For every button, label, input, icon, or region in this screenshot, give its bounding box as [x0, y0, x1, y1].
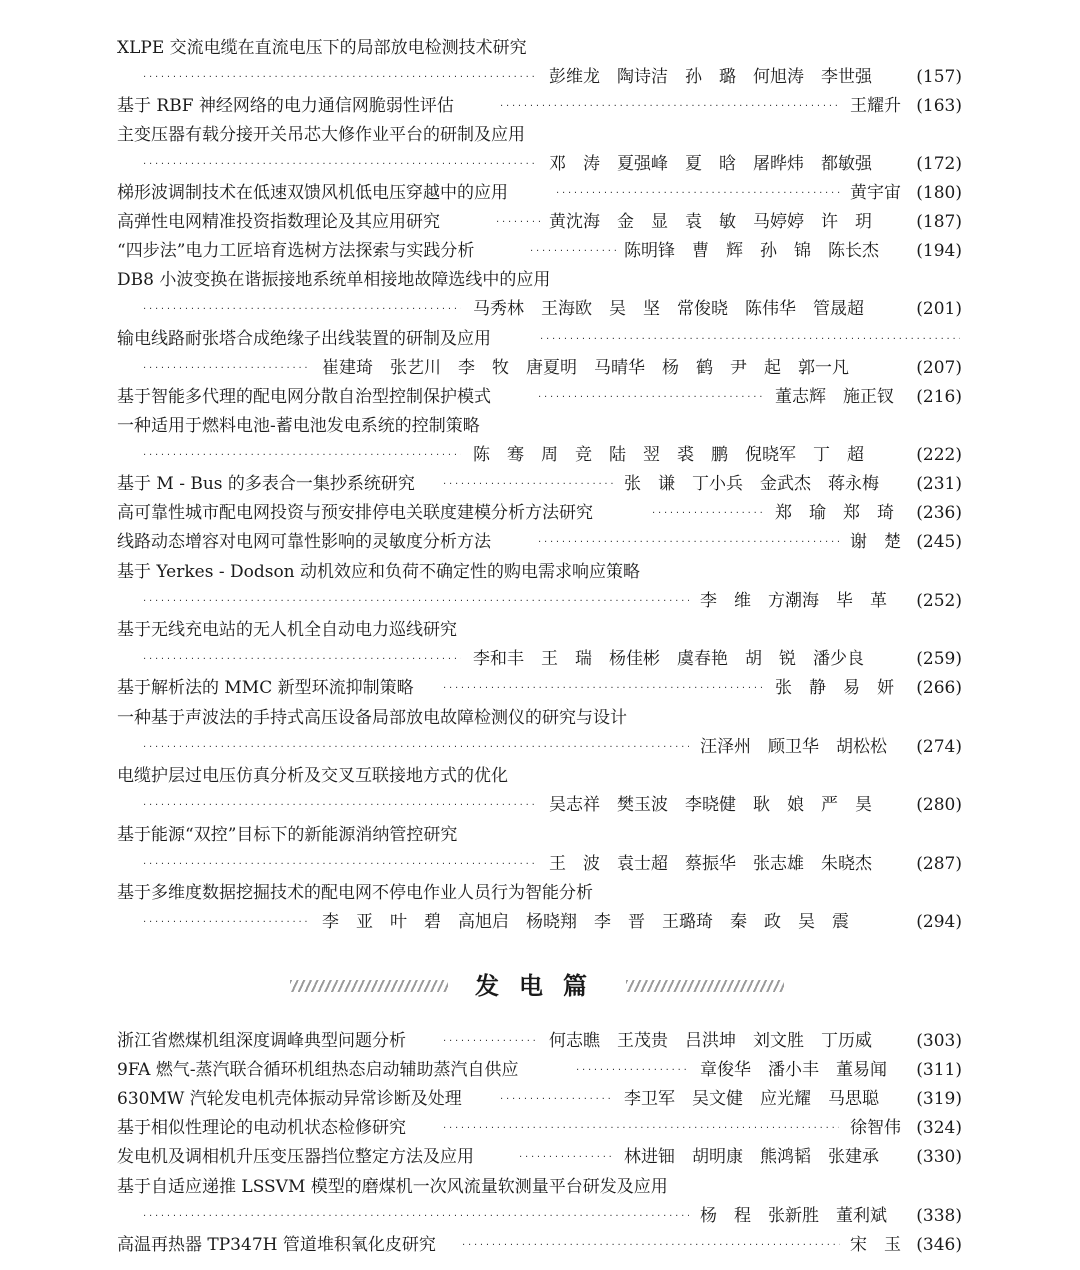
- toc-authors: 林进钿 胡明康 熊鸿韬 张建承: [624, 1147, 879, 1167]
- toc-authors: 邓 涛 夏强峰 夏 晗 屠晔炜 都敏强: [549, 154, 872, 174]
- toc-title-line[interactable]: [0, 616, 1080, 645]
- toc-title: 输电线路耐张塔合成绝缘子出线装置的研制及应用: [117, 329, 491, 349]
- toc-page-number: (346): [916, 1235, 962, 1255]
- toc-entry[interactable]: [0, 1231, 1080, 1260]
- toc-entry[interactable]: [0, 1143, 1080, 1172]
- toc-page-number: (163): [916, 96, 962, 116]
- toc-author-line[interactable]: [0, 295, 1080, 324]
- toc-entry[interactable]: [0, 528, 1080, 557]
- toc-entry[interactable]: [0, 237, 1080, 266]
- toc-title: 630MW 汽轮发电机壳体振动异常诊断及处理: [117, 1089, 462, 1109]
- toc-title: 9FA 燃气-蒸汽联合循环机组热态启动辅助蒸汽自供应: [117, 1060, 519, 1080]
- toc-author-line[interactable]: [0, 354, 1080, 383]
- leader-dots: [143, 733, 689, 762]
- toc-authors: 何志瞧 王茂贵 吕洪坤 刘文胜 丁历威: [549, 1031, 872, 1051]
- toc-title: XLPE 交流电缆在直流电压下的局部放电检测技术研究: [117, 38, 527, 58]
- toc-authors: 黄宇宙: [850, 183, 901, 203]
- toc-title: 基于能源“双控”目标下的新能源消纳管控研究: [117, 825, 458, 845]
- toc-authors: 陈 骞 周 竞 陆 翌 裘 鹏 倪晓军 丁 超: [473, 445, 864, 465]
- toc-title: 基于 Yerkes - Dodson 动机效应和负荷不确定性的购电需求响应策略: [117, 562, 641, 582]
- toc-title: 主变压器有载分接开关吊芯大修作业平台的研制及应用: [117, 125, 525, 145]
- toc-authors: 章俊华 潘小丰 董易闻: [700, 1060, 887, 1080]
- section-title: 发电篇: [475, 971, 607, 1000]
- toc-page-number: (172): [916, 154, 962, 174]
- toc-title-line[interactable]: [0, 121, 1080, 150]
- toc-author-line[interactable]: [0, 850, 1080, 879]
- toc-entry[interactable]: [0, 179, 1080, 208]
- toc-page-number: (222): [916, 445, 962, 465]
- leader-dots: [143, 295, 461, 324]
- leader-dots: [143, 150, 537, 179]
- toc-page-number: (207): [916, 358, 962, 378]
- toc-page-number: (180): [916, 183, 962, 203]
- toc-title: 基于 RBF 神经网络的电力通信网脆弱性评估: [117, 96, 454, 116]
- toc-title-line[interactable]: [0, 558, 1080, 587]
- toc-authors: 马秀林 王海欧 吴 坚 常俊晓 陈伟华 管晟超: [473, 299, 864, 319]
- toc-authors: 李 亚 叶 碧 高旭启 杨晓翔 李 晋 王璐琦 秦 政 吴 震: [322, 912, 849, 932]
- toc-entry[interactable]: [0, 1085, 1080, 1114]
- toc-title: 线路动态增容对电网可靠性影响的灵敏度分析方法: [117, 532, 491, 552]
- leader-dots: [519, 1143, 615, 1172]
- toc-author-line[interactable]: [0, 63, 1080, 92]
- toc-title: 高温再热器 TP347H 管道堆积氧化皮研究: [117, 1235, 436, 1255]
- toc-title: 基于相似性理论的电动机状态检修研究: [117, 1118, 406, 1138]
- toc-authors: 杨 程 张新胜 董利斌: [700, 1206, 887, 1226]
- leader-dots: [462, 1231, 840, 1260]
- toc-title: 发电机及调相机升压变压器挡位整定方法及应用: [117, 1147, 474, 1167]
- toc-title: “四步法”电力工匠培育选树方法探索与实践分析: [117, 241, 475, 261]
- toc-page-number: (287): [916, 854, 962, 874]
- toc-page-number: (216): [916, 387, 962, 407]
- toc-authors: 彭维龙 陶诗洁 孙 璐 何旭涛 李世强: [549, 67, 872, 87]
- toc-authors: 董志辉 施正钗: [775, 387, 894, 407]
- toc-page-number: (236): [916, 503, 962, 523]
- toc-entry[interactable]: [0, 674, 1080, 703]
- toc-authors: 郑 瑜 郑 琦: [775, 503, 894, 523]
- toc-page-number: (252): [916, 591, 962, 611]
- toc-title-line[interactable]: [0, 412, 1080, 441]
- toc-title: 浙江省燃煤机组深度调峰典型问题分析: [117, 1031, 406, 1051]
- toc-authors: 谢 楚: [850, 532, 901, 552]
- toc-authors: 徐智伟: [850, 1118, 901, 1138]
- leader-dots: [443, 674, 765, 703]
- toc-title: 基于解析法的 MMC 新型环流抑制策略: [117, 678, 414, 698]
- toc-authors: 李和丰 王 瑞 杨佳彬 虞春艳 胡 锐 潘少良: [473, 649, 864, 669]
- toc-title: 基于自适应递推 LSSVM 模型的磨煤机一次风流量软测量平台研发及应用: [117, 1177, 668, 1197]
- toc-authors: 崔建琦 张艺川 李 牧 唐夏明 马晴华 杨 鹤 尹 起 郭一凡: [322, 358, 849, 378]
- leader-dots: [143, 354, 311, 383]
- toc-entry[interactable]: [0, 499, 1080, 528]
- toc-page-number: (187): [916, 212, 962, 232]
- toc-title: 一种基于声波法的手持式高压设备局部放电故障检测仪的研究与设计: [117, 708, 627, 728]
- leader-dots: [556, 179, 840, 208]
- toc-author-line[interactable]: [0, 441, 1080, 470]
- toc-title: 梯形波调制技术在低速双馈风机低电压穿越中的应用: [117, 183, 508, 203]
- leader-dots: [143, 850, 537, 879]
- toc-title: 电缆护层过电压仿真分析及交叉互联接地方式的优化: [117, 766, 508, 786]
- leader-dots: [540, 325, 960, 354]
- leader-dots: [500, 92, 840, 121]
- toc-entry[interactable]: [0, 92, 1080, 121]
- toc-author-line[interactable]: [0, 587, 1080, 616]
- toc-title: 高可靠性城市配电网投资与预安排停电关联度建模分析方法研究: [117, 503, 593, 523]
- toc-page-number: (330): [916, 1147, 962, 1167]
- toc-author-line[interactable]: [0, 150, 1080, 179]
- toc-title-line[interactable]: [0, 34, 1080, 63]
- toc-page-number: (231): [916, 474, 962, 494]
- leader-dots: [500, 1085, 614, 1114]
- leader-dots: [443, 1114, 839, 1143]
- toc-page-number: (294): [916, 912, 962, 932]
- toc-page-number: (338): [916, 1206, 962, 1226]
- toc-title-line[interactable]: [0, 1173, 1080, 1202]
- leader-dots: [143, 587, 689, 616]
- toc-authors: 李 维 方潮海 毕 革: [700, 591, 887, 611]
- leader-dots: [443, 1027, 539, 1056]
- toc-entry[interactable]: [0, 470, 1080, 499]
- toc-page-number: (157): [916, 67, 962, 87]
- toc-title-line[interactable]: [0, 879, 1080, 908]
- toc-title-line[interactable]: [0, 266, 1080, 295]
- toc-authors: 吴志祥 樊玉波 李晓健 耿 娘 严 昊: [549, 795, 872, 815]
- toc-author-line[interactable]: [0, 645, 1080, 674]
- toc-title-line[interactable]: [0, 762, 1080, 791]
- toc-entry[interactable]: [0, 1114, 1080, 1143]
- toc-title-line[interactable]: [0, 325, 1080, 354]
- section-header: [0, 966, 1080, 1006]
- toc-authors: 王耀升: [850, 96, 901, 116]
- toc-entry[interactable]: [0, 208, 1080, 237]
- toc-page-number: (319): [916, 1089, 962, 1109]
- leader-dots: [143, 645, 461, 674]
- toc-title: 高弹性电网精准投资指数理论及其应用研究: [117, 212, 440, 232]
- toc-title: 一种适用于燃料电池-蓄电池发电系统的控制策略: [117, 416, 480, 436]
- toc-entry[interactable]: [0, 1056, 1080, 1085]
- toc-entry[interactable]: [0, 1027, 1080, 1056]
- leader-dots: [576, 1056, 690, 1085]
- toc-title: 基于智能多代理的配电网分散自治型控制保护模式: [117, 387, 491, 407]
- toc-authors: 陈明锋 曹 辉 孙 锦 陈长杰: [624, 241, 879, 261]
- toc-page-number: (259): [916, 649, 962, 669]
- decorative-hatch-left: [290, 980, 448, 992]
- toc-authors: 汪泽州 顾卫华 胡松松: [700, 737, 887, 757]
- toc-authors: 宋 玉: [850, 1235, 901, 1255]
- toc-page-number: (303): [916, 1031, 962, 1051]
- leader-dots: [443, 470, 615, 499]
- toc-authors: 王 波 袁士超 蔡振华 张志雄 朱晓杰: [549, 854, 872, 874]
- leader-dots: [143, 791, 537, 820]
- leader-dots: [143, 63, 537, 92]
- toc-page-number: (324): [916, 1118, 962, 1138]
- toc-page-number: (201): [916, 299, 962, 319]
- toc-title: 基于无线充电站的无人机全自动电力巡线研究: [117, 620, 457, 640]
- toc-authors: 黄沈海 金 显 袁 敏 马婷婷 许 玥: [549, 212, 872, 232]
- toc-authors: 李卫军 吴文健 应光耀 马思聪: [624, 1089, 879, 1109]
- leader-dots: [652, 499, 764, 528]
- toc-page-number: (245): [916, 532, 962, 552]
- toc-author-line[interactable]: [0, 1202, 1080, 1231]
- toc-page-number: (194): [916, 241, 962, 261]
- leader-dots: [530, 237, 616, 266]
- toc-author-line[interactable]: [0, 733, 1080, 762]
- toc-title-line[interactable]: [0, 704, 1080, 733]
- toc-authors: 张 静 易 妍: [775, 678, 894, 698]
- leader-dots: [538, 383, 766, 412]
- toc-title: DB8 小波变换在谐振接地系统单相接地故障选线中的应用: [117, 270, 551, 290]
- toc-title-line[interactable]: [0, 821, 1080, 850]
- decorative-hatch-right: [626, 980, 784, 992]
- toc-authors: 张 谦 丁小兵 金武杰 蒋永梅: [624, 474, 879, 494]
- leader-dots: [143, 1202, 689, 1231]
- toc-author-line[interactable]: [0, 791, 1080, 820]
- toc-title: 基于多维度数据挖掘技术的配电网不停电作业人员行为智能分析: [117, 883, 593, 903]
- leader-dots: [538, 528, 840, 557]
- toc-title: 基于 M - Bus 的多表合一集抄系统研究: [117, 474, 415, 494]
- toc-page-number: (280): [916, 795, 962, 815]
- leader-dots: [496, 208, 540, 237]
- leader-dots: [143, 441, 461, 470]
- toc-page-number: (266): [916, 678, 962, 698]
- toc-page-number: (311): [916, 1060, 962, 1080]
- toc-page-number: (274): [916, 737, 962, 757]
- toc-author-line[interactable]: [0, 908, 1080, 937]
- leader-dots: [143, 908, 311, 937]
- toc-entry[interactable]: [0, 383, 1080, 412]
